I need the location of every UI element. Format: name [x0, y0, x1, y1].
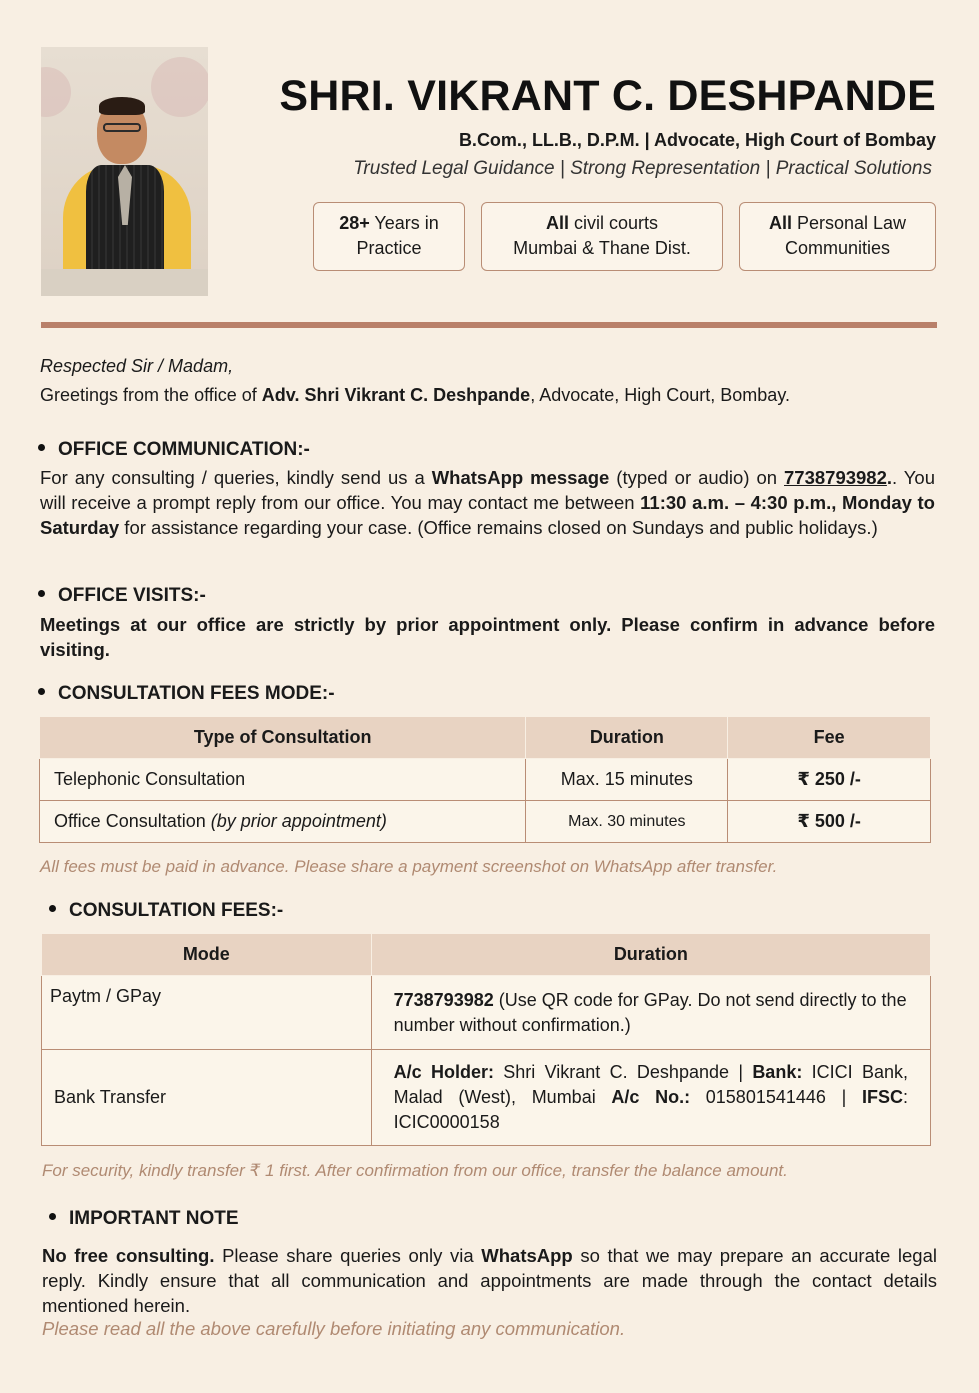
- closing-note: Please read all the above carefully before initiating any communication.: [42, 1318, 626, 1339]
- consult-duration: Max. 30 minutes: [526, 801, 728, 843]
- bank-details: A/c Holder: Shri Vikrant C. Deshpande | Bank: ICICI Bank, Malad (West), Mumbai A/c No.: 015801541446 | IFSC: ICIC0000158: [371, 1050, 930, 1146]
- section-consultation-fees: CONSULTATION FEES:-: [49, 900, 283, 922]
- col-type: Type of Consultation: [40, 717, 526, 759]
- section-consultation-mode: CONSULTATION FEES MODE:-: [38, 683, 335, 705]
- table-header-row: [40, 717, 931, 759]
- bullet-icon: [38, 590, 45, 597]
- table-row: [42, 1050, 931, 1146]
- consult-type: Telephonic Consultation: [40, 759, 526, 801]
- table-row: [42, 976, 931, 1050]
- consult-duration: Max. 15 minutes: [526, 759, 728, 801]
- badge-communities: All Personal Law Communities: [739, 202, 936, 271]
- fees-advance-note: All fees must be paid in advance. Please share a payment screenshot on WhatsApp after transfer.: [40, 857, 778, 876]
- consult-fee: ₹ 250 /-: [728, 759, 931, 801]
- payment-mode: Paytm / GPay: [42, 976, 372, 1050]
- col-fee: Fee: [728, 717, 931, 759]
- qualifications: B.Com., LL.B., D.P.M. | Advocate, High Court of Bombay: [458, 130, 936, 150]
- gpay-number[interactable]: 7738793982: [393, 989, 494, 1010]
- bullet-icon: [38, 444, 45, 451]
- bullet-icon: [49, 905, 56, 912]
- table-row: [40, 801, 931, 843]
- consult-type: Office Consultation (by prior appointment): [40, 801, 526, 843]
- payment-details: 7738793982 (Use QR code for GPay. Do not send directly to the number without confirmation.): [371, 976, 930, 1050]
- tagline: Trusted Legal Guidance | Strong Representation | Practical Solutions: [353, 158, 932, 179]
- badge-experience: 28+ Years in Practice: [313, 202, 465, 271]
- consult-fee: ₹ 500 /-: [728, 801, 931, 843]
- badge-courts: All civil courts Mumbai & Thane Dist.: [481, 202, 723, 271]
- col-mode: Mode: [42, 934, 372, 976]
- table-row: [40, 759, 931, 801]
- table-header-row: [42, 934, 931, 976]
- col-details: Duration: [371, 934, 930, 976]
- section-important-note: IMPORTANT NOTE: [49, 1208, 239, 1230]
- greeting: Greetings from the office of Adv. Shri Vikrant C. Deshpande, Advocate, High Court, Bombay.: [40, 385, 790, 405]
- consultation-mode-table: [39, 716, 931, 843]
- office-communication-text: For any consulting / queries, kindly send us a WhatsApp message (typed or audio) on 7738793982.. You will receive a prompt reply from our office. You may contact me between 11:30 a.m. – 4:30 p.m., Monday to Saturday for assistance regarding your case. (Office remains closed on Sundays and public holidays.): [40, 467, 936, 538]
- bullet-icon: [49, 1213, 56, 1220]
- page-title: SHRI. VIKRANT C. DESHPANDE: [279, 72, 936, 120]
- payment-mode-table: [41, 933, 931, 1146]
- security-note: For security, kindly transfer ₹ 1 first. After confirmation from our office, transfer the balance amount.: [42, 1161, 788, 1180]
- header-divider: [41, 322, 937, 328]
- important-note-text: No free consulting. Please share queries only via WhatsApp so that we may prepare an accurate legal reply. Kindly ensure that all communication and appointments are made through the contact details mentioned herein.: [42, 1245, 937, 1316]
- bullet-icon: [38, 688, 45, 695]
- advocate-photo: [41, 47, 208, 296]
- section-office-visits: OFFICE VISITS:-: [38, 585, 206, 607]
- salutation: Respected Sir / Madam,: [40, 356, 234, 376]
- col-duration: Duration: [526, 717, 728, 759]
- whatsapp-phone-link[interactable]: 7738793982: [784, 467, 887, 488]
- payment-mode: Bank Transfer: [42, 1050, 372, 1146]
- section-office-communication: OFFICE COMMUNICATION:-: [38, 439, 310, 461]
- office-visits-text: Meetings at our office are strictly by prior appointment only. Please confirm in advance before visiting.: [40, 614, 935, 660]
